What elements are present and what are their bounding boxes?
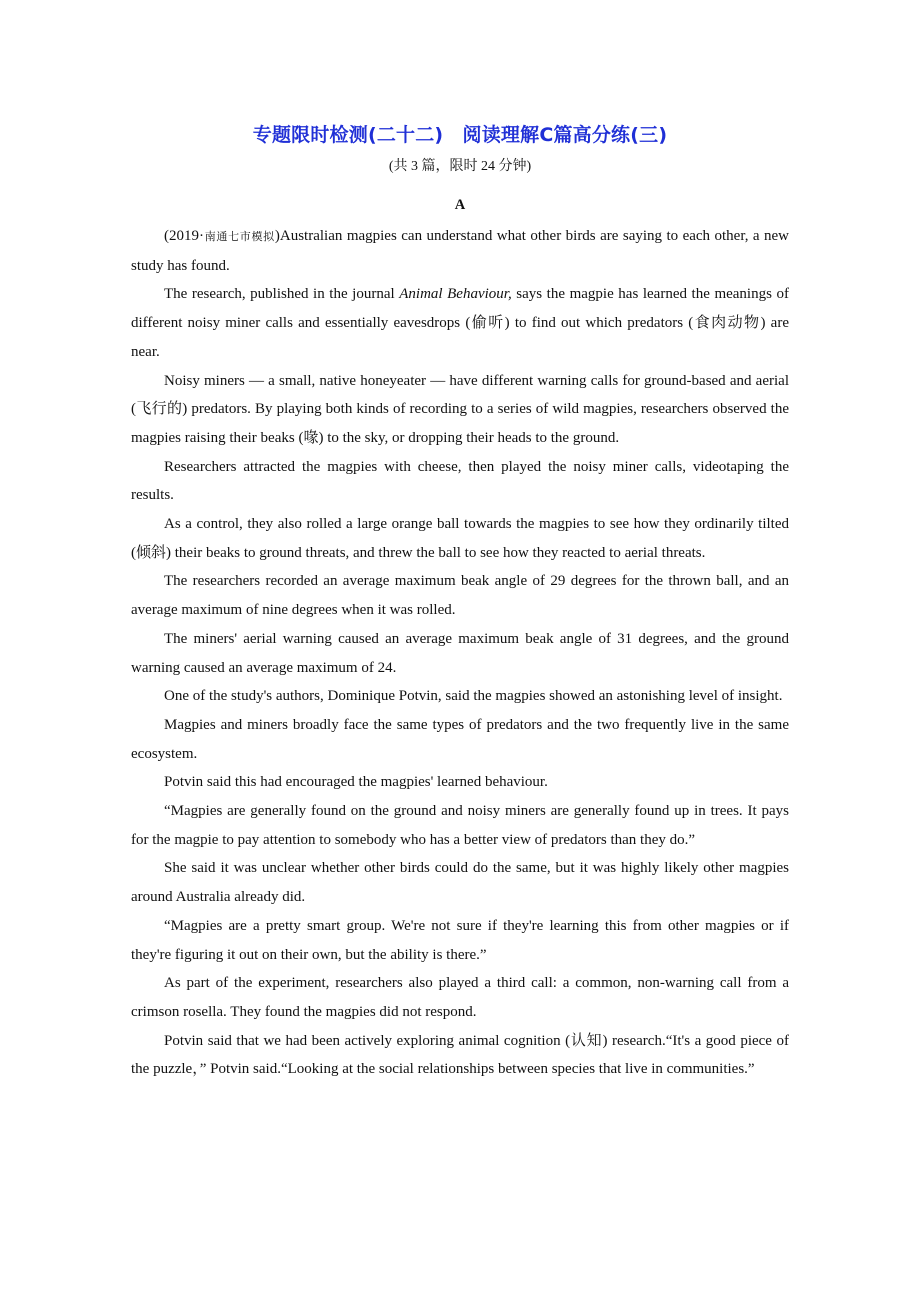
page-subtitle: (共 3 篇，限时 24 分钟)	[388, 159, 532, 174]
paragraph-8: One of the study's authors, Dominique Potvin, said the magpies showed an astonishing level of insight.	[164, 688, 783, 705]
paragraph-4: Researchers attracted the magpies with cheese, then played the noisy miner calls, videotaping the results.	[131, 458, 789, 504]
journal-name: Animal Behaviour,	[399, 286, 512, 303]
paragraph-9: Magpies and miners broadly face the same types of predators and the two frequently live in the same ecosystem.	[131, 716, 789, 762]
paragraph-1-prefix: (2019·	[164, 228, 204, 244]
paragraph-12: She said it was unclear whether other birds could do the same, but it was highly likely other magpies around Australia already did.	[131, 860, 789, 906]
paragraph-7: The miners' aerial warning caused an average maximum beak angle of 31 degrees, and the ground warning caused an average maximum of 24.	[131, 630, 789, 676]
paragraph-13: “Magpies are a pretty smart group. We're not sure if they're learning this from other magpies or if they're figuring it out on their own, but the ability is there.”	[131, 917, 789, 963]
document-page	[131, 118, 789, 1084]
paragraph-3: Noisy miners — a small, native honeyeater — have different warning calls for ground-based and aerial (飞行的) predators. By playing both kinds of recording to a series of wild magpies, researchers observed the magpies raising their beaks (喙) to the sky, or dropping their heads to the ground.	[131, 372, 789, 446]
paragraph-2	[131, 280, 789, 366]
paragraph-6: The researchers recorded an average maximum beak angle of 29 degrees for the thrown ball, and an average maximum of nine degrees when it was rolled.	[131, 573, 789, 619]
paragraph-1	[131, 222, 789, 280]
paragraph-1-text: )Australian magpies can understand what other birds are saying to each other, a new study has found.	[131, 228, 790, 274]
paragraph-2-prefix: The research, published in the journal	[164, 286, 400, 303]
paragraph-2-text: says the magpie has learned the meanings of different noisy miner calls and essentially eavesdrops (偷听) to find out which predators (食肉动物) are near.	[131, 286, 789, 360]
article-body	[131, 222, 789, 1084]
paragraph-5: As a control, they also rolled a large orange ball towards the magpies to see how they ordinarily tilted (倾斜) their beaks to ground threats, and threw the ball to see how they reacted to aerial threats.	[131, 516, 789, 561]
paragraph-10: Potvin said this had encouraged the magpies' learned behaviour.	[164, 774, 548, 791]
section-heading: A	[454, 197, 466, 213]
page-title: 专题限时检测(二十二) 阅读理解C篇高分练(三)	[252, 124, 668, 146]
paragraph-14: As part of the experiment, researchers also played a third call: a common, non-warning call from a crimson rosella. They found the magpies did not respond.	[131, 975, 789, 1020]
source-label: 南通七市模拟	[204, 230, 275, 243]
paragraph-15: Potvin said that we had been actively exploring animal cognition (认知) research.“It's a good piece of the puzzle，” Potvin said.“Looking at the social relationships between species that live in communities.”	[131, 1032, 789, 1078]
paragraph-11: “Magpies are generally found on the ground and noisy miners are generally found up in trees. It pays for the magpie to pay attention to somebody who has a better view of predators than they do.”	[131, 803, 789, 848]
